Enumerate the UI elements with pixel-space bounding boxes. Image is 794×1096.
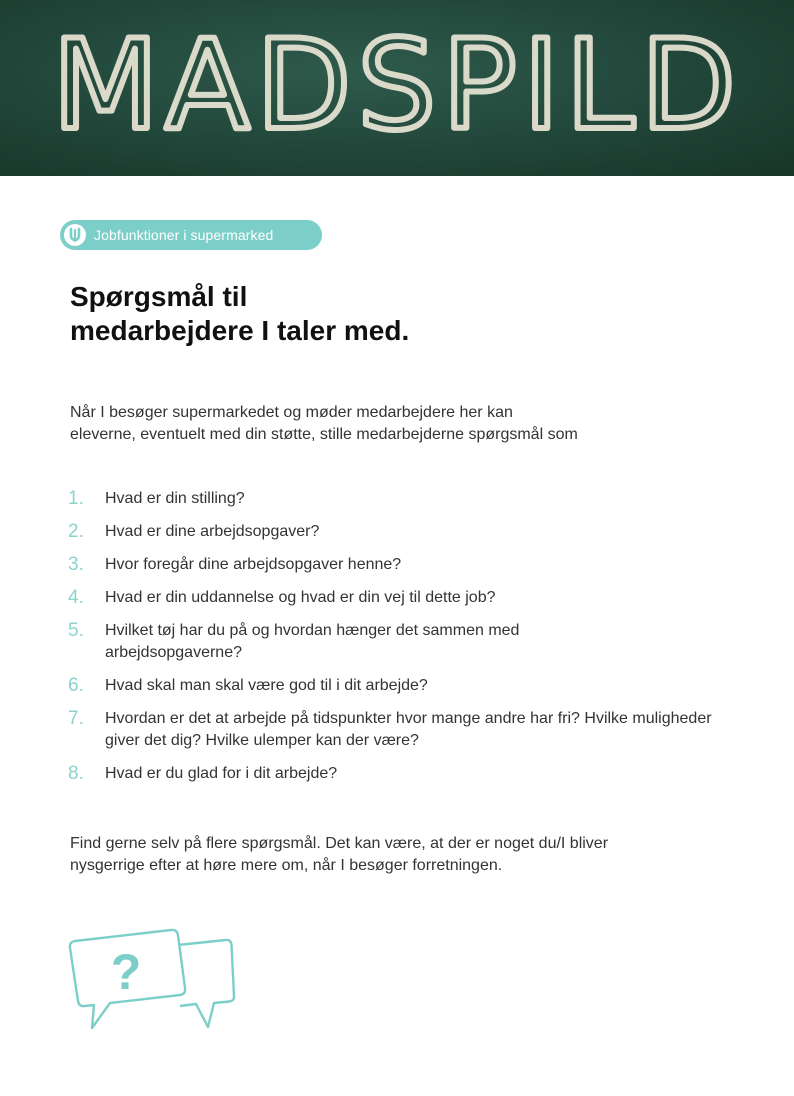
speech-bubbles-question-icon [64, 926, 238, 1034]
question-number: 3. [68, 554, 84, 575]
list-item [68, 554, 748, 576]
list-item [68, 521, 748, 543]
page-title-line-2: medarbejdere I taler med. [70, 315, 410, 346]
page-title [70, 280, 730, 348]
question-text: Hvad er din stilling? [105, 490, 245, 507]
category-badge [60, 220, 322, 250]
banner-title: MADSPILD [52, 14, 742, 158]
category-badge-label: Jobfunktioner i supermarked [94, 227, 274, 243]
question-text: Hvordan er det at arbejde på tidspunkter hvor mange andre har fri? Hvilke muligheder giver det dig? Hvilke ulemper kan der være? [105, 710, 712, 749]
question-text: Hvad er din uddannelse og hvad er din vej til dette job? [105, 589, 496, 606]
question-number: 5. [68, 620, 84, 641]
question-list [68, 488, 748, 796]
list-item [68, 763, 748, 785]
list-item [68, 675, 748, 697]
list-item [68, 620, 748, 664]
list-item [68, 488, 748, 510]
question-number: 8. [68, 763, 84, 784]
question-number: 4. [68, 587, 84, 608]
intro-line-2: eleverne, eventuelt med din støtte, stille medarbejderne spørgsmål som [70, 426, 578, 443]
question-text: Hvad skal man skal være god til i dit arbejde? [105, 677, 428, 694]
outro-paragraph [70, 833, 750, 877]
question-text: Hvad er du glad for i dit arbejde? [105, 765, 338, 782]
list-item [68, 708, 748, 752]
intro-paragraph [70, 402, 750, 446]
question-text: Hvilket tøj har du på og hvordan hænger det sammen med arbejdsopgaverne? [105, 622, 520, 661]
list-item [68, 587, 748, 609]
page-title-line-1: Spørgsmål til [70, 281, 248, 312]
chalkboard-banner [0, 0, 794, 176]
question-number: 1. [68, 488, 84, 509]
question-number: 6. [68, 675, 84, 696]
question-text: Hvor foregår dine arbejdsopgaver henne? [105, 556, 402, 573]
question-number: 7. [68, 708, 84, 729]
question-text: Hvad er dine arbejdsopgaver? [105, 523, 320, 540]
intro-line-1: Når I besøger supermarkedet og møder medarbejdere her kan [70, 404, 513, 421]
outro-line-1: Find gerne selv på flere spørgsmål. Det kan være, at der er noget du/I bliver [70, 835, 609, 852]
banner-title-graphic [0, 0, 794, 176]
question-mark: ? [110, 944, 142, 1000]
logo-icon [64, 224, 86, 246]
outro-line-2: nysgerrige efter at høre mere om, når I besøger forretningen. [70, 857, 503, 874]
question-number: 2. [68, 521, 84, 542]
